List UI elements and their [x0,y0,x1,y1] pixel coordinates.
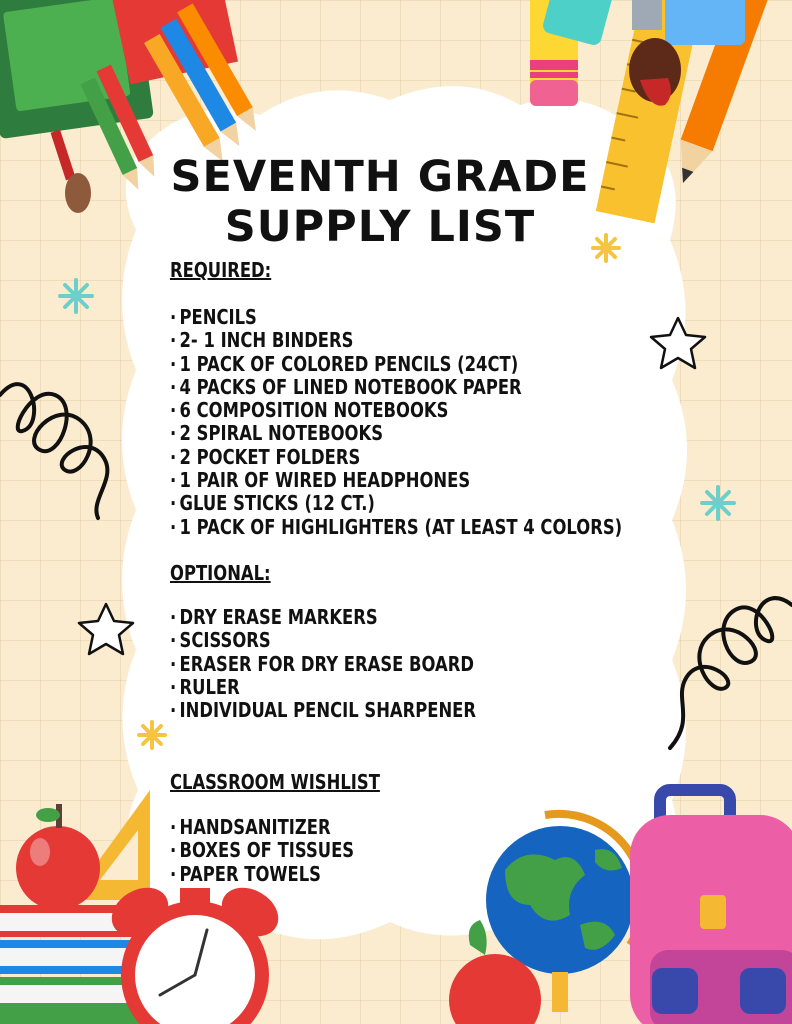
list-item [170,353,622,376]
wishlist-item-text: BOXES OF TISSUES [179,838,355,863]
list-item [170,492,622,515]
optional-heading: OPTIONAL: [170,561,271,585]
required-item-text: 1 PAIR OF WIRED HEADPHONES [179,468,471,493]
bullet: · [170,815,177,839]
required-item-text: GLUE STICKS (12 CT.) [179,491,375,516]
required-item-text: 1 PACK OF COLORED PENCILS (24CT) [179,351,519,376]
title-line-1: SEVENTH GRADE [170,152,590,202]
optional-item-text: ERASER FOR DRY ERASE BOARD [179,651,475,676]
bullet: · [170,444,177,469]
required-item-text: 6 COMPOSITION NOTEBOOKS [179,398,449,423]
wishlist-list [170,816,395,886]
optional-list [170,606,543,722]
list-item [170,446,622,469]
bullet: · [170,838,177,863]
list-item [170,699,476,722]
bullet: · [170,698,177,723]
list-item [170,653,476,676]
wishlist-item-text: HANDSANITIZER [179,815,331,839]
list-item [170,606,476,629]
list-item [170,839,354,862]
bullet: · [170,674,177,699]
required-item-text: 4 PACKS OF LINED NOTEBOOK PAPER [179,374,522,399]
bullet: · [170,605,177,629]
bullet: · [170,861,177,886]
list-item [170,422,622,445]
required-list [170,306,721,539]
required-item-text: 2 POCKET FOLDERS [179,444,361,469]
list-item [170,306,622,329]
list-item [170,629,476,652]
list-item [170,863,354,886]
list-item [170,329,622,352]
list-item [170,816,354,839]
bullet: · [170,491,177,516]
list-item [170,516,622,539]
bullet: · [170,305,177,329]
required-item-text: PENCILS [179,305,257,329]
list-item [170,376,622,399]
bullet: · [170,398,177,423]
bullet: · [170,514,177,539]
optional-item-text: SCISSORS [179,628,271,653]
bullet: · [170,628,177,653]
wishlist-heading: CLASSROOM WISHLIST [170,770,380,794]
title-line-2: SUPPLY LIST [224,202,536,252]
required-item-text: 2 SPIRAL NOTEBOOKS [179,421,384,446]
required-item-text: 2- 1 INCH BINDERS [179,328,354,353]
bullet: · [170,374,177,399]
page-title [150,152,610,252]
required-item-text: 1 PACK OF HIGHLIGHTERS (AT LEAST 4 COLORS) [179,514,623,539]
bullet: · [170,468,177,493]
optional-item-text: DRY ERASE MARKERS [179,605,378,629]
bullet: · [170,351,177,376]
optional-item-text: RULER [179,674,240,699]
required-heading: REQUIRED: [170,258,272,282]
bullet: · [170,651,177,676]
list-item [170,399,622,422]
bullet: · [170,328,177,353]
wishlist-item-text: PAPER TOWELS [179,861,321,886]
list-item [170,676,476,699]
optional-item-text: INDIVIDUAL PENCIL SHARPENER [179,698,477,723]
bullet: · [170,421,177,446]
list-item [170,469,622,492]
